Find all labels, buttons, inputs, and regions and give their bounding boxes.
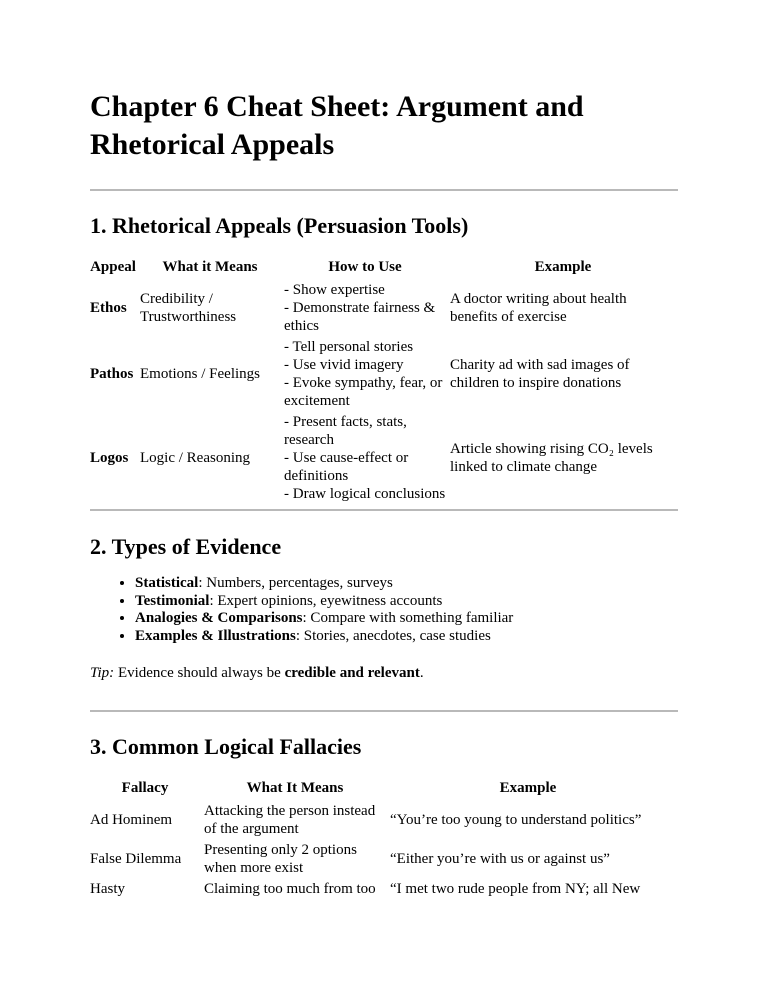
- tip-note: [90, 664, 424, 682]
- appeal-meaning: Credibility / Trustworthiness: [140, 291, 237, 325]
- fallacies-table: [88, 779, 668, 900]
- fallacy-name: Ad Hominem: [90, 812, 173, 828]
- fallacy-name: False Dilemma: [90, 851, 182, 867]
- section-heading-fallacies: 3. Common Logical Fallacies: [90, 734, 362, 759]
- table-row: [88, 840, 668, 879]
- evidence-desc: : Compare with something familiar: [302, 610, 514, 626]
- page-title: Chapter 6 Cheat Sheet: Argument and Rhetorical Appeals: [90, 90, 584, 161]
- appeal-meaning: Logic / Reasoning: [140, 450, 250, 466]
- divider: [90, 710, 678, 712]
- tip-text: Evidence should always be: [114, 665, 285, 681]
- fallacy-meaning: Attacking the person instead of the argument: [204, 803, 376, 837]
- list-item: [135, 575, 513, 593]
- evidence-desc: : Expert opinions, eyewitness accounts: [209, 592, 443, 609]
- fallacy-example: “You’re too young to understand politics”: [390, 812, 642, 828]
- table-header-row: [88, 779, 668, 801]
- appeal-how: - Present facts, stats, research - Use cause-effect or definitions - Draw logical conclusions: [284, 414, 446, 502]
- table-header-row: [88, 258, 678, 280]
- divider: [90, 509, 678, 511]
- appeal-meaning: Emotions / Feelings: [140, 366, 260, 382]
- tip-end: .: [419, 665, 424, 681]
- appeal-name: Ethos: [90, 300, 127, 316]
- list-item: [135, 628, 513, 646]
- table-row: [88, 412, 678, 505]
- fallacy-meaning: Presenting only 2 options when more exist: [204, 842, 357, 876]
- tip-label: Tip:: [90, 665, 115, 681]
- column-header: Fallacy: [121, 780, 169, 796]
- fallacy-example: “Either you’re with us or against us”: [390, 851, 610, 867]
- table-row: [88, 280, 678, 337]
- column-header: Appeal: [90, 259, 136, 275]
- appeal-how: - Show expertise - Demonstrate fairness & ethics: [284, 282, 436, 334]
- list-item: [135, 610, 513, 628]
- appeal-name: Pathos: [90, 366, 134, 382]
- evidence-term: Examples & Illustrations: [135, 627, 296, 644]
- evidence-term: Testimonial: [135, 592, 210, 609]
- column-header: What It Means: [246, 780, 344, 796]
- table-row: [88, 801, 668, 840]
- evidence-term: Statistical: [135, 575, 199, 591]
- evidence-desc: : Stories, anecdotes, case studies: [295, 627, 491, 644]
- column-header: Example: [534, 259, 592, 275]
- list-item: [135, 593, 513, 611]
- table-row: [88, 879, 668, 900]
- appeal-how: - Tell personal stories - Use vivid imagery - Evoke sympathy, fear, or excitement: [284, 339, 443, 409]
- fallacy-example: “I met two rude people from NY; all New: [390, 881, 641, 897]
- section-heading-appeals: 1. Rhetorical Appeals (Persuasion Tools): [90, 213, 469, 238]
- column-header: How to Use: [328, 259, 402, 275]
- section-heading-evidence: 2. Types of Evidence: [90, 534, 282, 559]
- column-header: What it Means: [162, 259, 258, 275]
- appeal-example: Article showing rising CO₂ levels linked to climate change: [450, 441, 653, 475]
- fallacy-meaning: Claiming too much from too: [204, 881, 376, 897]
- tip-emphasis: credible and relevant: [284, 665, 420, 681]
- divider: [90, 189, 678, 191]
- appeal-name: Logos: [90, 450, 129, 466]
- evidence-desc: : Numbers, percentages, surveys: [198, 575, 393, 591]
- evidence-term: Analogies & Comparisons: [135, 610, 303, 626]
- appeal-example: A doctor writing about health benefits of exercise: [450, 291, 627, 325]
- appeals-table: [88, 258, 678, 505]
- column-header: Example: [499, 780, 557, 796]
- appeal-example: Charity ad with sad images of children to inspire donations: [450, 357, 630, 391]
- evidence-list: [90, 575, 513, 645]
- table-row: [88, 337, 678, 412]
- fallacy-name: Hasty: [90, 881, 125, 897]
